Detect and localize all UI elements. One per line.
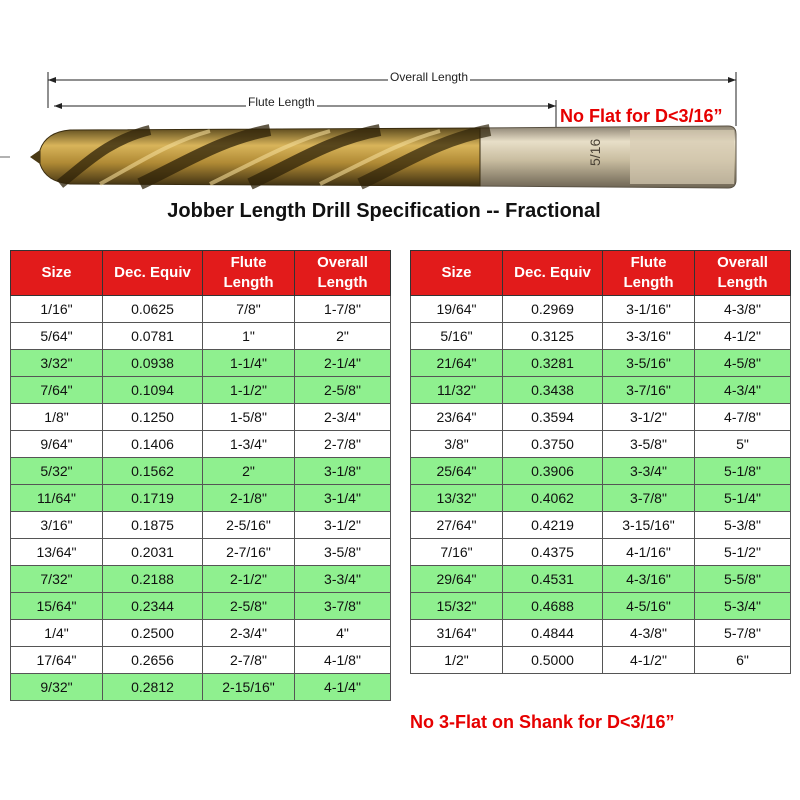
table-row	[411, 485, 791, 512]
header-overall-length: Overall Length	[295, 251, 391, 296]
overall-length-cell: 3-1/2"	[295, 512, 391, 539]
header-flute-length: Flute Length	[203, 251, 295, 296]
flute-length-cell: 4-3/16"	[603, 566, 695, 593]
table-row	[11, 674, 391, 701]
table-row	[411, 404, 791, 431]
overall-length-cell: 2-5/8"	[295, 377, 391, 404]
overall-length-cell: 4-3/4"	[695, 377, 791, 404]
overall-length-cell: 3-5/8"	[295, 539, 391, 566]
table-row	[11, 323, 391, 350]
flute-length-cell: 1-1/2"	[203, 377, 295, 404]
flute-length-cell: 2-5/8"	[203, 593, 295, 620]
overall-length-cell: 4-1/2"	[695, 323, 791, 350]
table-row	[411, 323, 791, 350]
flute-length-cell: 1-5/8"	[203, 404, 295, 431]
flute-length-cell: 4-1/16"	[603, 539, 695, 566]
size-cell: 13/32"	[411, 485, 503, 512]
flute-length-label: Flute Length	[248, 95, 315, 109]
no-3-flat-note: No 3-Flat on Shank for D<3/16”	[410, 712, 675, 732]
table-row	[411, 593, 791, 620]
size-cell: 5/32"	[11, 458, 103, 485]
overall-length-cell: 3-1/8"	[295, 458, 391, 485]
table-row	[11, 350, 391, 377]
table-row	[411, 647, 791, 674]
table-row	[411, 512, 791, 539]
table-row	[11, 539, 391, 566]
table-row	[411, 566, 791, 593]
size-cell: 3/8"	[411, 431, 503, 458]
dec-equiv-cell: 0.1875	[103, 512, 203, 539]
flute-length-cell: 2-1/2"	[203, 566, 295, 593]
size-cell: 11/32"	[411, 377, 503, 404]
overall-length-cell: 5-7/8"	[695, 620, 791, 647]
flute-length-cell: 1"	[203, 323, 295, 350]
dec-equiv-cell: 0.2031	[103, 539, 203, 566]
overall-length-cell: 2-7/8"	[295, 431, 391, 458]
table-row	[411, 458, 791, 485]
overall-length-cell: 4-5/8"	[695, 350, 791, 377]
flute-length-cell: 2-15/16"	[203, 674, 295, 701]
dec-equiv-cell: 0.4375	[503, 539, 603, 566]
flute-length-cell: 7/8"	[203, 296, 295, 323]
overall-length-cell: 6"	[695, 647, 791, 674]
spec-table-right	[410, 250, 791, 674]
size-cell: 5/64"	[11, 323, 103, 350]
flute-length-cell: 3-1/16"	[603, 296, 695, 323]
table-row	[11, 485, 391, 512]
table-row	[411, 431, 791, 458]
size-cell: 27/64"	[411, 512, 503, 539]
flute-length-cell: 2-7/16"	[203, 539, 295, 566]
size-cell: 29/64"	[411, 566, 503, 593]
size-cell: 7/16"	[411, 539, 503, 566]
table-header-row	[411, 251, 791, 296]
overall-length-cell: 4-7/8"	[695, 404, 791, 431]
dec-equiv-cell: 0.4531	[503, 566, 603, 593]
table-row	[11, 512, 391, 539]
dec-equiv-cell: 0.0781	[103, 323, 203, 350]
dec-equiv-cell: 0.4844	[503, 620, 603, 647]
table-row	[411, 296, 791, 323]
overall-length-cell: 2-3/4"	[295, 404, 391, 431]
table-row	[11, 377, 391, 404]
overall-length-cell: 5-1/8"	[695, 458, 791, 485]
flute-length-cell: 4-5/16"	[603, 593, 695, 620]
overall-length-cell: 5-3/8"	[695, 512, 791, 539]
flute-length-cell: 3-3/4"	[603, 458, 695, 485]
table-row	[11, 593, 391, 620]
overall-length-label: Overall Length	[390, 70, 469, 84]
size-cell: 17/64"	[11, 647, 103, 674]
size-cell: 11/64"	[11, 485, 103, 512]
size-cell: 3/32"	[11, 350, 103, 377]
dec-equiv-cell: 0.2188	[103, 566, 203, 593]
overall-length-cell: 5-3/4"	[695, 593, 791, 620]
table-row	[11, 431, 391, 458]
header-flute-length: Flute Length	[603, 251, 695, 296]
size-cell: 1/16"	[11, 296, 103, 323]
overall-length-cell: 1-7/8"	[295, 296, 391, 323]
dec-equiv-cell: 0.3438	[503, 377, 603, 404]
dec-equiv-cell: 0.1250	[103, 404, 203, 431]
dec-equiv-cell: 0.3906	[503, 458, 603, 485]
dec-equiv-cell: 0.5000	[503, 647, 603, 674]
flute-length-cell: 2-7/8"	[203, 647, 295, 674]
table-row	[11, 647, 391, 674]
size-cell: 15/64"	[11, 593, 103, 620]
flute-length-cell: 4-1/2"	[603, 647, 695, 674]
overall-length-cell: 4-3/8"	[695, 296, 791, 323]
size-cell: 9/64"	[11, 431, 103, 458]
flute-length-cell: 3-1/2"	[603, 404, 695, 431]
dec-equiv-cell: 0.1094	[103, 377, 203, 404]
dec-equiv-cell: 0.2500	[103, 620, 203, 647]
table-row	[411, 377, 791, 404]
flute-length-cell: 1-1/4"	[203, 350, 295, 377]
size-cell: 23/64"	[411, 404, 503, 431]
header-overall-length: Overall Length	[695, 251, 791, 296]
dec-equiv-cell: 0.0938	[103, 350, 203, 377]
overall-length-cell: 3-7/8"	[295, 593, 391, 620]
drill-illustration	[0, 0, 800, 200]
flute-length-cell: 4-3/8"	[603, 620, 695, 647]
size-cell: 7/64"	[11, 377, 103, 404]
flute-length-cell: 3-5/8"	[603, 431, 695, 458]
header-dec-equiv: Dec. Equiv	[503, 251, 603, 296]
dec-equiv-cell: 0.2812	[103, 674, 203, 701]
dec-equiv-cell: 0.4688	[503, 593, 603, 620]
dec-equiv-cell: 0.3125	[503, 323, 603, 350]
flute-length-cell: 3-3/16"	[603, 323, 695, 350]
table-row	[411, 350, 791, 377]
spec-title: Jobber Length Drill Specification -- Fractional	[167, 200, 601, 222]
overall-length-cell: 5-1/2"	[695, 539, 791, 566]
dec-equiv-cell: 0.2656	[103, 647, 203, 674]
overall-length-cell: 5"	[695, 431, 791, 458]
table-row	[11, 566, 391, 593]
dec-equiv-cell: 0.2344	[103, 593, 203, 620]
no-flat-note: No Flat for D<3/16”	[560, 106, 723, 126]
table-row	[411, 620, 791, 647]
dec-equiv-cell: 0.1719	[103, 485, 203, 512]
size-cell: 19/64"	[411, 296, 503, 323]
size-cell: 13/64"	[11, 539, 103, 566]
size-cell: 1/8"	[11, 404, 103, 431]
size-cell: 1/2"	[411, 647, 503, 674]
overall-length-cell: 4-1/8"	[295, 647, 391, 674]
size-cell: 31/64"	[411, 620, 503, 647]
drill-bit-drawing	[0, 0, 800, 200]
size-cell: 21/64"	[411, 350, 503, 377]
overall-length-cell: 3-1/4"	[295, 485, 391, 512]
flute-length-cell: 3-7/16"	[603, 377, 695, 404]
overall-length-cell: 4"	[295, 620, 391, 647]
size-cell: 7/32"	[11, 566, 103, 593]
overall-length-cell: 2-1/4"	[295, 350, 391, 377]
size-cell: 3/16"	[11, 512, 103, 539]
dec-equiv-cell: 0.0625	[103, 296, 203, 323]
size-cell: 9/32"	[11, 674, 103, 701]
dec-equiv-cell: 0.4219	[503, 512, 603, 539]
dec-equiv-cell: 0.3594	[503, 404, 603, 431]
dec-equiv-cell: 0.3281	[503, 350, 603, 377]
overall-length-cell: 5-5/8"	[695, 566, 791, 593]
overall-length-cell: 2"	[295, 323, 391, 350]
table-row	[11, 620, 391, 647]
table-row	[11, 458, 391, 485]
flute-length-cell: 3-5/16"	[603, 350, 695, 377]
dec-equiv-cell: 0.3750	[503, 431, 603, 458]
header-size: Size	[411, 251, 503, 296]
header-size: Size	[11, 251, 103, 296]
table-row	[11, 296, 391, 323]
flute-length-cell: 2-3/4"	[203, 620, 295, 647]
size-cell: 15/32"	[411, 593, 503, 620]
dec-equiv-cell: 0.2969	[503, 296, 603, 323]
dec-equiv-cell: 0.1406	[103, 431, 203, 458]
dec-equiv-cell: 0.4062	[503, 485, 603, 512]
overall-length-cell: 4-1/4"	[295, 674, 391, 701]
table-row	[411, 539, 791, 566]
flute-length-cell: 1-3/4"	[203, 431, 295, 458]
flute-length-cell: 3-7/8"	[603, 485, 695, 512]
shank-size-mark: 5/16	[587, 138, 603, 166]
flute-length-cell: 2"	[203, 458, 295, 485]
table-row	[11, 404, 391, 431]
flute-length-cell: 2-1/8"	[203, 485, 295, 512]
flute-length-cell: 3-15/16"	[603, 512, 695, 539]
size-cell: 1/4"	[11, 620, 103, 647]
overall-length-cell: 5-1/4"	[695, 485, 791, 512]
spec-table-left	[10, 250, 391, 701]
dec-equiv-cell: 0.1562	[103, 458, 203, 485]
header-dec-equiv: Dec. Equiv	[103, 251, 203, 296]
overall-length-cell: 3-3/4"	[295, 566, 391, 593]
size-cell: 25/64"	[411, 458, 503, 485]
size-cell: 5/16"	[411, 323, 503, 350]
flute-length-cell: 2-5/16"	[203, 512, 295, 539]
table-header-row	[11, 251, 391, 296]
